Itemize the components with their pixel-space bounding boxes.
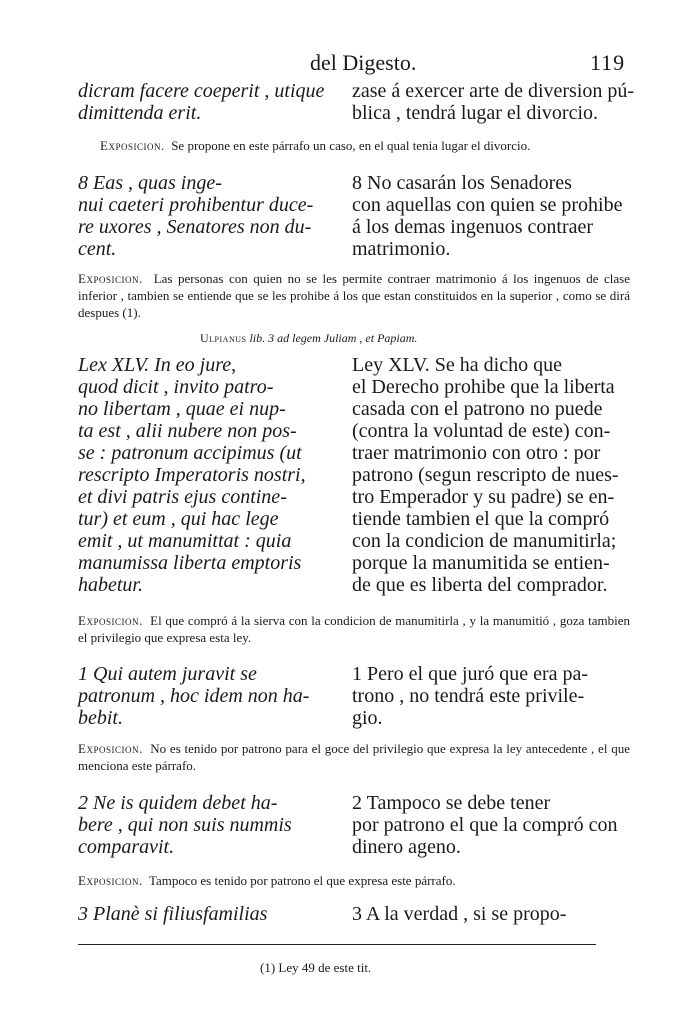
source-reference: lib. 3 ad legem Juliam , et Papiam. [249, 331, 418, 345]
spanish-line: de que es liberta del comprador. [352, 574, 608, 596]
source-author: Ulpianus [200, 331, 247, 345]
exposicion-text: El que compró á la sierva con la condicion de manumitirla , y la manumitió , goza tambien el privilegio que expresa esta ley. [78, 613, 631, 645]
spanish-line: Ley XLV. Se ha dicho que [352, 354, 562, 376]
exposicion-text: Se propone en este párrafo un caso, en el qual tenia lugar el divorcio. [171, 138, 531, 153]
spanish-text-top [352, 80, 635, 124]
spanish-line: el Derecho prohibe que la liberta [352, 376, 615, 398]
latin-line: 8 Eas , quas inge- [78, 172, 222, 194]
exposicion-note [100, 137, 640, 154]
spanish-line: trono , no tendrá este privile- [352, 685, 585, 707]
spanish-line: 8 No casarán los Senadores [352, 172, 572, 194]
latin-text-2 [78, 792, 340, 858]
latin-line: comparavit. [78, 836, 175, 858]
latin-line: se : patronum accipimus (ut [78, 442, 302, 464]
exposicion-text: Las personas con quien no se les permite contraer matrimonio á los ingenuos de clase inferior , tambien se entiende que se les prohibe á los que estan constituidos en la superior , como se dirá despues (1). [78, 271, 631, 320]
latin-text-top [78, 80, 340, 124]
spanish-line: 2 Tampoco se debe tener [352, 792, 551, 814]
latin-line: habetur. [78, 574, 143, 596]
exposicion-note [78, 872, 630, 889]
page-number: 119 [590, 50, 626, 75]
latin-line: 2 Ne is quidem debet ha- [78, 792, 278, 814]
latin-text-1 [78, 663, 340, 729]
exposicion-note [78, 740, 630, 774]
latin-line: patronum , hoc idem non ha- [78, 685, 310, 707]
latin-text-3 [78, 903, 340, 925]
exposicion-label: Exposicion. [78, 271, 143, 286]
spanish-line: 1 Pero el que juró que era pa- [352, 663, 589, 685]
spanish-text-1 [352, 663, 628, 729]
latin-line: ta est , alii nubere non pos- [78, 420, 297, 442]
spanish-text-8 [352, 172, 628, 260]
latin-line: 1 Qui autem juravit se [78, 663, 257, 685]
exposicion-text: No es tenido por patrono para el goce del privilegio que expresa la ley antecedente , el que menciona este párrafo. [78, 741, 630, 773]
spanish-text-2 [352, 792, 628, 858]
spanish-line: con la condicion de manumitirla; [352, 530, 617, 552]
spanish-line: porque la manumitida se entien- [352, 552, 610, 574]
latin-line: no libertam , quae ei nup- [78, 398, 286, 420]
exposicion-label: Exposicion. [78, 741, 143, 756]
spanish-line: tro Emperador y su padre) se en- [352, 486, 615, 508]
latin-line: 3 Planè si filiusfamilias [78, 903, 268, 925]
spanish-line: patrono (segun rescripto de nues- [352, 464, 619, 486]
latin-line: emit , ut manumittat : quia [78, 530, 292, 552]
spanish-text-ley-45 [352, 354, 628, 596]
latin-line: cent. [78, 238, 117, 260]
spanish-line: tiende tambien el que la compró [352, 508, 610, 530]
spanish-line: matrimonio. [352, 238, 451, 260]
spanish-line: blica , tendrá lugar el divorcio. [352, 102, 599, 124]
exposicion-note [78, 612, 630, 646]
spanish-line: 3 A la verdad , si se propo- [352, 903, 567, 925]
latin-line: bebit. [78, 707, 123, 729]
latin-line: rescripto Imperatoris nostri, [78, 464, 306, 486]
latin-line: nui caeteri prohibentur duce- [78, 194, 314, 216]
running-header: del Digesto. [310, 50, 417, 75]
latin-line: re uxores , Senatores non du- [78, 216, 312, 238]
spanish-line: dinero ageno. [352, 836, 461, 858]
latin-line: Lex XLV. In eo jure, [78, 354, 237, 376]
latin-line: bere , qui non suis nummis [78, 814, 292, 836]
exposicion-label: Exposicion. [78, 873, 143, 888]
exposicion-note [78, 270, 630, 321]
spanish-line: con aquellas con quien se prohibe [352, 194, 623, 216]
spanish-text-3 [352, 903, 628, 925]
source-citation [200, 331, 417, 346]
exposicion-label: Exposicion. [78, 613, 143, 628]
spanish-line: traer matrimonio con otro : por [352, 442, 601, 464]
latin-line: dicram facere coeperit , utique [78, 80, 325, 102]
spanish-line: á los demas ingenuos contraer [352, 216, 594, 238]
latin-line: et divi patris ejus contine- [78, 486, 287, 508]
spanish-line: casada con el patrono no puede [352, 398, 603, 420]
exposicion-text: Tampoco es tenido por patrono el que expresa este párrafo. [148, 873, 456, 888]
spanish-line: por patrono el que la compró con [352, 814, 618, 836]
footnote-rule [78, 944, 596, 945]
latin-line: dimittenda erit. [78, 102, 202, 124]
spanish-line: zase á exercer arte de diversion pú- [352, 80, 635, 102]
spanish-line: (contra la voluntad de este) con- [352, 420, 611, 442]
exposicion-label: Exposicion. [100, 138, 165, 153]
latin-text-8 [78, 172, 340, 260]
latin-line: tur) et eum , qui hac lege [78, 508, 279, 530]
latin-text-lex-45 [78, 354, 340, 596]
latin-line: quod dicit , invito patro- [78, 376, 274, 398]
spanish-line: gio. [352, 707, 383, 729]
latin-line: manumissa liberta emptoris [78, 552, 302, 574]
footnote: (1) Ley 49 de este tit. [260, 960, 372, 975]
